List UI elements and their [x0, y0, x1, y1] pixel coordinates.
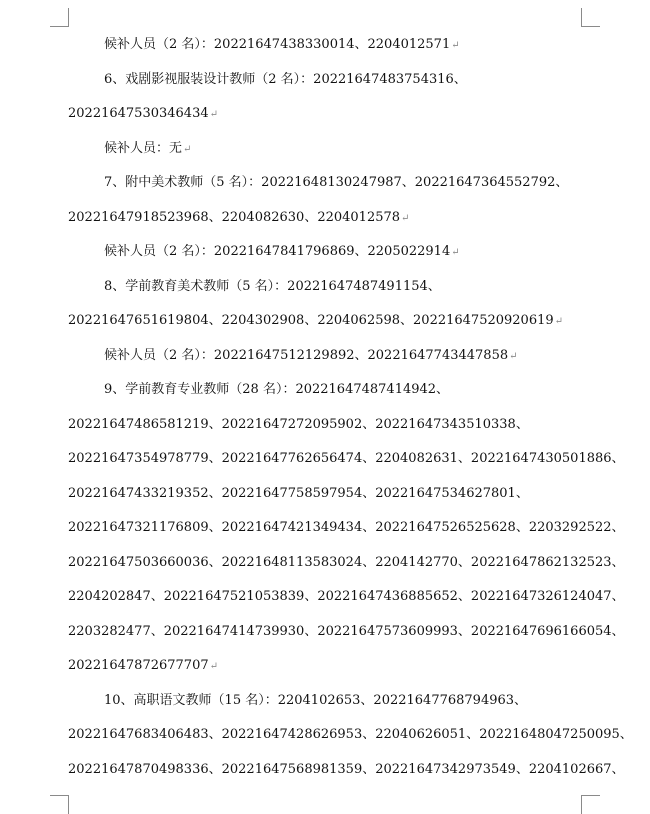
line-text: 20221647486581219、20221647272095902、20221647343510338、 — [68, 416, 529, 432]
text-line — [104, 63, 467, 97]
text-line — [68, 546, 625, 580]
text-line — [104, 373, 449, 407]
line-text: 2204202847、20221647521053839、20221647436885652、20221647326124047、 — [68, 589, 625, 604]
line-text: 20221647354978779、20221647762656474、2204082631、20221647430501886、 — [68, 451, 625, 466]
line-text: 8、学前教育美术教师（5 名）：20221647487491154、 — [104, 278, 441, 294]
text-line — [104, 339, 518, 373]
line-text: 20221647651619804、2204302908、2204062598、20221647520920619 — [68, 313, 554, 328]
text-line — [104, 132, 191, 166]
text-line — [68, 304, 563, 338]
line-text: 7、附中美术教师（5 名）：20221648130247987、20221647364552792、 — [104, 175, 569, 190]
line-text: 20221647872677707 — [68, 658, 209, 673]
text-line — [68, 580, 625, 614]
margin-corner-top-right — [581, 8, 600, 27]
line-text: 候补人员：无 — [104, 140, 183, 156]
paragraph-mark-icon: ↵ — [209, 661, 218, 672]
margin-corner-bottom-left — [50, 795, 69, 814]
text-line — [104, 684, 527, 718]
margin-corner-bottom-right — [581, 795, 600, 814]
text-line — [68, 649, 218, 683]
text-line — [68, 753, 625, 787]
text-line — [68, 511, 625, 545]
line-text: 20221647433219352、20221647758597954、20221647534627801、 — [68, 485, 529, 501]
text-line — [104, 235, 460, 269]
line-text: 候补人员（2 名）：20221647438330014、2204012571 — [104, 37, 451, 52]
paragraph-mark-icon: ↵ — [554, 316, 564, 327]
text-line — [68, 477, 529, 511]
text-line — [68, 408, 529, 442]
paragraph-mark-icon: ↵ — [401, 212, 410, 224]
line-text: 20221647870498336、20221647568981359、20221647342973549、2204102667、 — [68, 761, 625, 777]
margin-corner-top-left — [50, 8, 69, 27]
text-line — [68, 442, 625, 476]
line-text: 20221647503660036、20221648113583024、2204142770、20221647862132523、 — [68, 554, 625, 570]
paragraph-mark-icon: ↵ — [209, 109, 218, 120]
line-text: 9、学前教育专业教师（28 名）：20221647487414942、 — [104, 382, 450, 397]
paragraph-mark-icon: ↵ — [183, 143, 192, 155]
paragraph-mark-icon: ↵ — [509, 350, 518, 362]
line-text: 候补人员（2 名）：20221647841796869、2205022914 — [104, 244, 451, 259]
line-text: 20221647321176809、20221647421349434、20221647526525628、2203292522、 — [68, 520, 625, 535]
text-line — [68, 718, 633, 752]
text-line — [68, 201, 409, 235]
paragraph-mark-icon: ↵ — [451, 247, 460, 258]
text-line — [68, 97, 218, 131]
line-text: 候补人员（2 名）：20221647512129892、20221647743447858 — [104, 347, 509, 363]
text-line — [104, 270, 441, 304]
text-line — [68, 615, 625, 649]
line-text: 20221647530346434 — [68, 106, 209, 121]
paragraph-mark-icon: ↵ — [451, 40, 460, 51]
text-line — [104, 166, 568, 200]
line-text: 10、高职语文教师（15 名）：2204102653、20221647768794963、 — [104, 692, 528, 708]
line-text: 20221647918523968、2204082630、2204012578 — [68, 209, 401, 225]
line-text: 2203282477、20221647414739930、20221647573609993、20221647696166054、 — [68, 623, 625, 639]
text-line — [104, 28, 460, 62]
line-text: 20221647683406483、20221647428626953、22040626051、20221648047250095、 — [68, 727, 633, 742]
line-text: 6、戏剧影视服装设计教师（2 名）：20221647483754316、 — [104, 71, 467, 87]
